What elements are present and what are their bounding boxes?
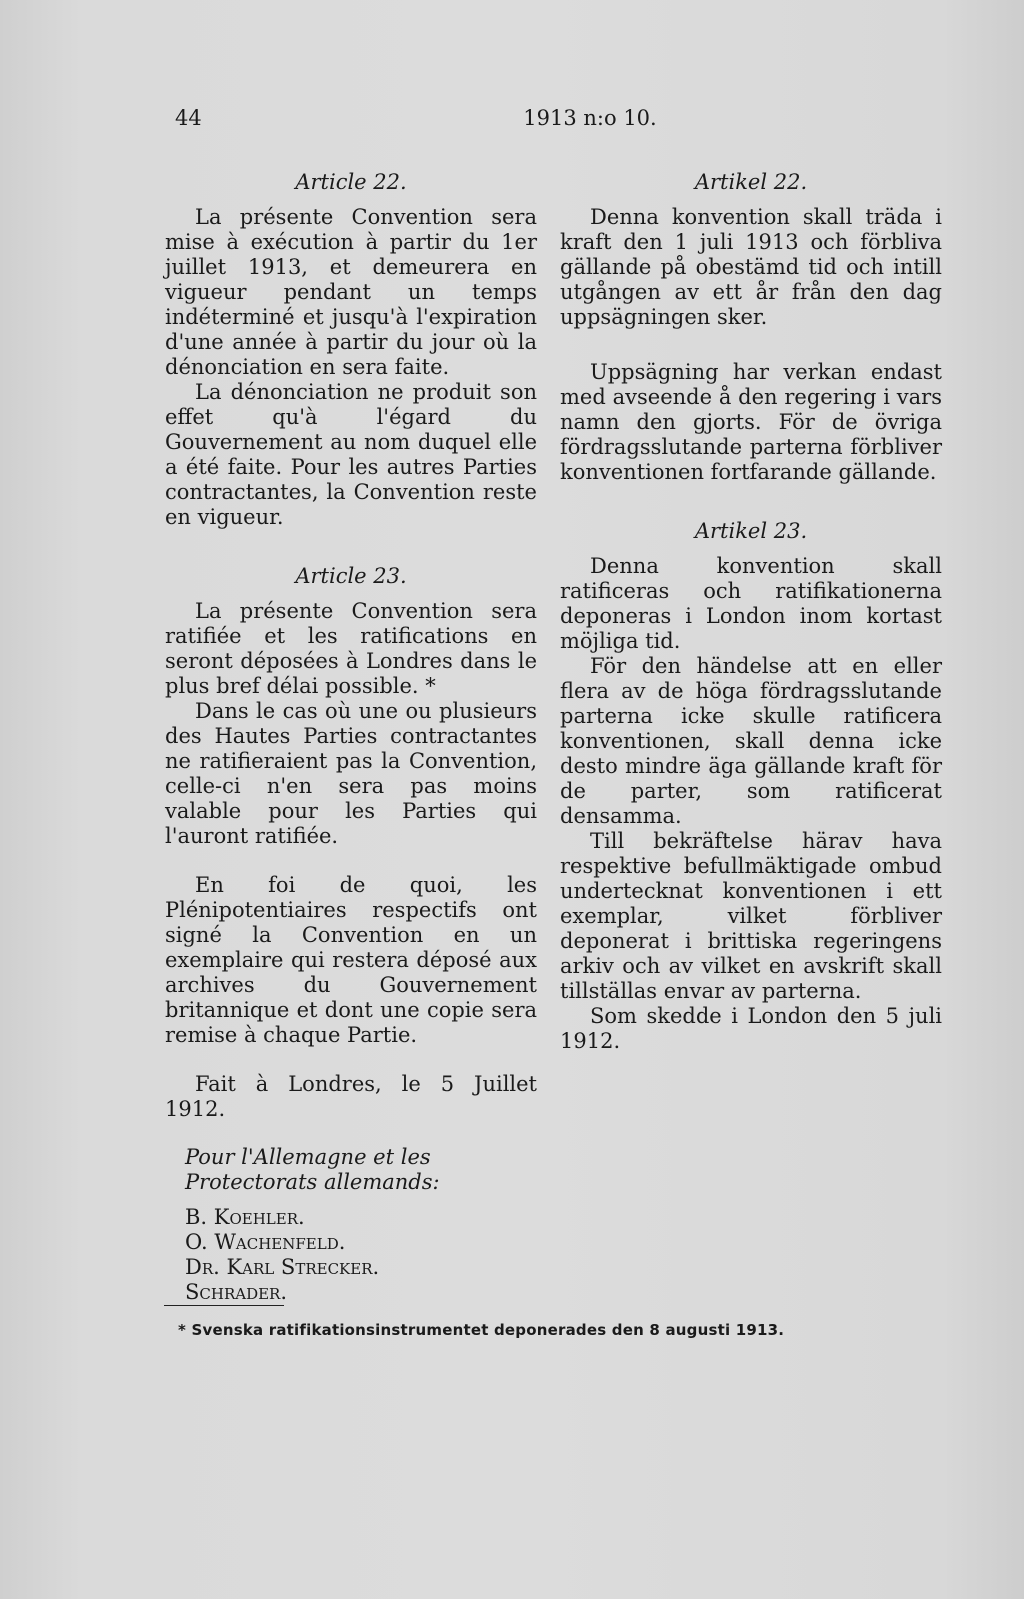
signatory-name: Dr. Karl Strecker. xyxy=(185,1255,380,1279)
swedish-column xyxy=(560,170,942,1054)
article-22-para-1-fr: La présente Convention sera mise à exécution à partir du 1er juillet 1913, et demeurera en vigueur pendant un temps indéterminé et jusqu'à l'expiration d'une année à partir du jour où la dénonciation en sera faite. xyxy=(165,205,537,379)
article-23-para-1-fr: La présente Convention sera ratifiée et les ratifications en seront déposées à Londres dans le plus bref délai possible. * xyxy=(165,599,537,698)
article-22-para-2-sv: Uppsägning har verkan endast med avseende å den regering i vars namn den gjorts. För de övriga fördragsslutande parterna förbliver konventionen fortfarande gällande. xyxy=(560,360,942,484)
article-22-heading-sv: Artikel 22. xyxy=(694,170,808,194)
article-23-para-2-sv: För den händelse att en eller flera av de höga fördragsslutande parterna icke skulle ratificera konventionen, skall denna icke desto mindre äga gällande kraft för de parter, som ratificerat densamma. xyxy=(560,654,942,828)
article-22-heading-fr: Article 22. xyxy=(295,170,407,194)
article-22-para-1-sv: Denna konvention skall träda i kraft den 1 juli 1913 och förbliva gällande på obestämd tid och intill utgången av ett år från den dag uppsägningen sker. xyxy=(560,205,942,329)
signatory-name: B. Koehler. xyxy=(185,1205,305,1229)
signatories-block xyxy=(185,1145,555,1305)
document-reference: 1913 n:o 10. xyxy=(523,106,657,130)
article-23-para-2-fr: Dans le cas où une ou plusieurs des Hautes Parties contractantes ne ratifieraient pas la Convention, celle-ci n'en sera pas moins valable pour les Parties qui l'auront ratifiée. xyxy=(165,699,537,848)
french-column xyxy=(165,170,537,1122)
closing-para-1-sv: Till bekräftelse härav hava respektive befullmäktigade ombud undertecknat konventionen i ett exemplar, vilket förbliver deponerat i brittiska regeringens arkiv och av vilket en avskrift skall tillställas envar av parterna. xyxy=(560,829,942,1003)
signatories-intro: Pour l'Allemagne et les Protectorats allemands: xyxy=(185,1145,440,1194)
article-23-heading-fr: Article 23. xyxy=(295,564,407,588)
closing-para-1-fr: En foi de quoi, les Plénipotentiaires respectifs ont signé la Convention en un exemplaire qui restera déposé aux archives du Gouvernement britannique et dont une copie sera remise à chaque Partie. xyxy=(165,873,537,1047)
closing-para-2-sv: Som skedde i London den 5 juli 1912. xyxy=(560,1004,942,1053)
page-number: 44 xyxy=(175,106,202,130)
signatory-name: Schrader. xyxy=(185,1280,288,1304)
closing-para-2-fr: Fait à Londres, le 5 Juillet 1912. xyxy=(165,1072,537,1121)
footnote: * Svenska ratifikationsinstrumentet deponerades den 8 augusti 1913. xyxy=(178,1321,785,1339)
article-23-heading-sv: Artikel 23. xyxy=(694,519,808,543)
article-23-para-1-sv: Denna konvention skall ratificeras och ratifikationerna deponeras i London inom kortast möjliga tid. xyxy=(560,554,942,653)
footnote-divider xyxy=(164,1305,284,1306)
article-22-para-2-fr: La dénonciation ne produit son effet qu'à l'égard du Gouvernement au nom duquel elle a été faite. Pour les autres Parties contractantes, la Convention reste en vigueur. xyxy=(165,380,537,529)
page-header xyxy=(175,106,955,136)
signatory-name: O. Wachenfeld. xyxy=(185,1230,346,1254)
